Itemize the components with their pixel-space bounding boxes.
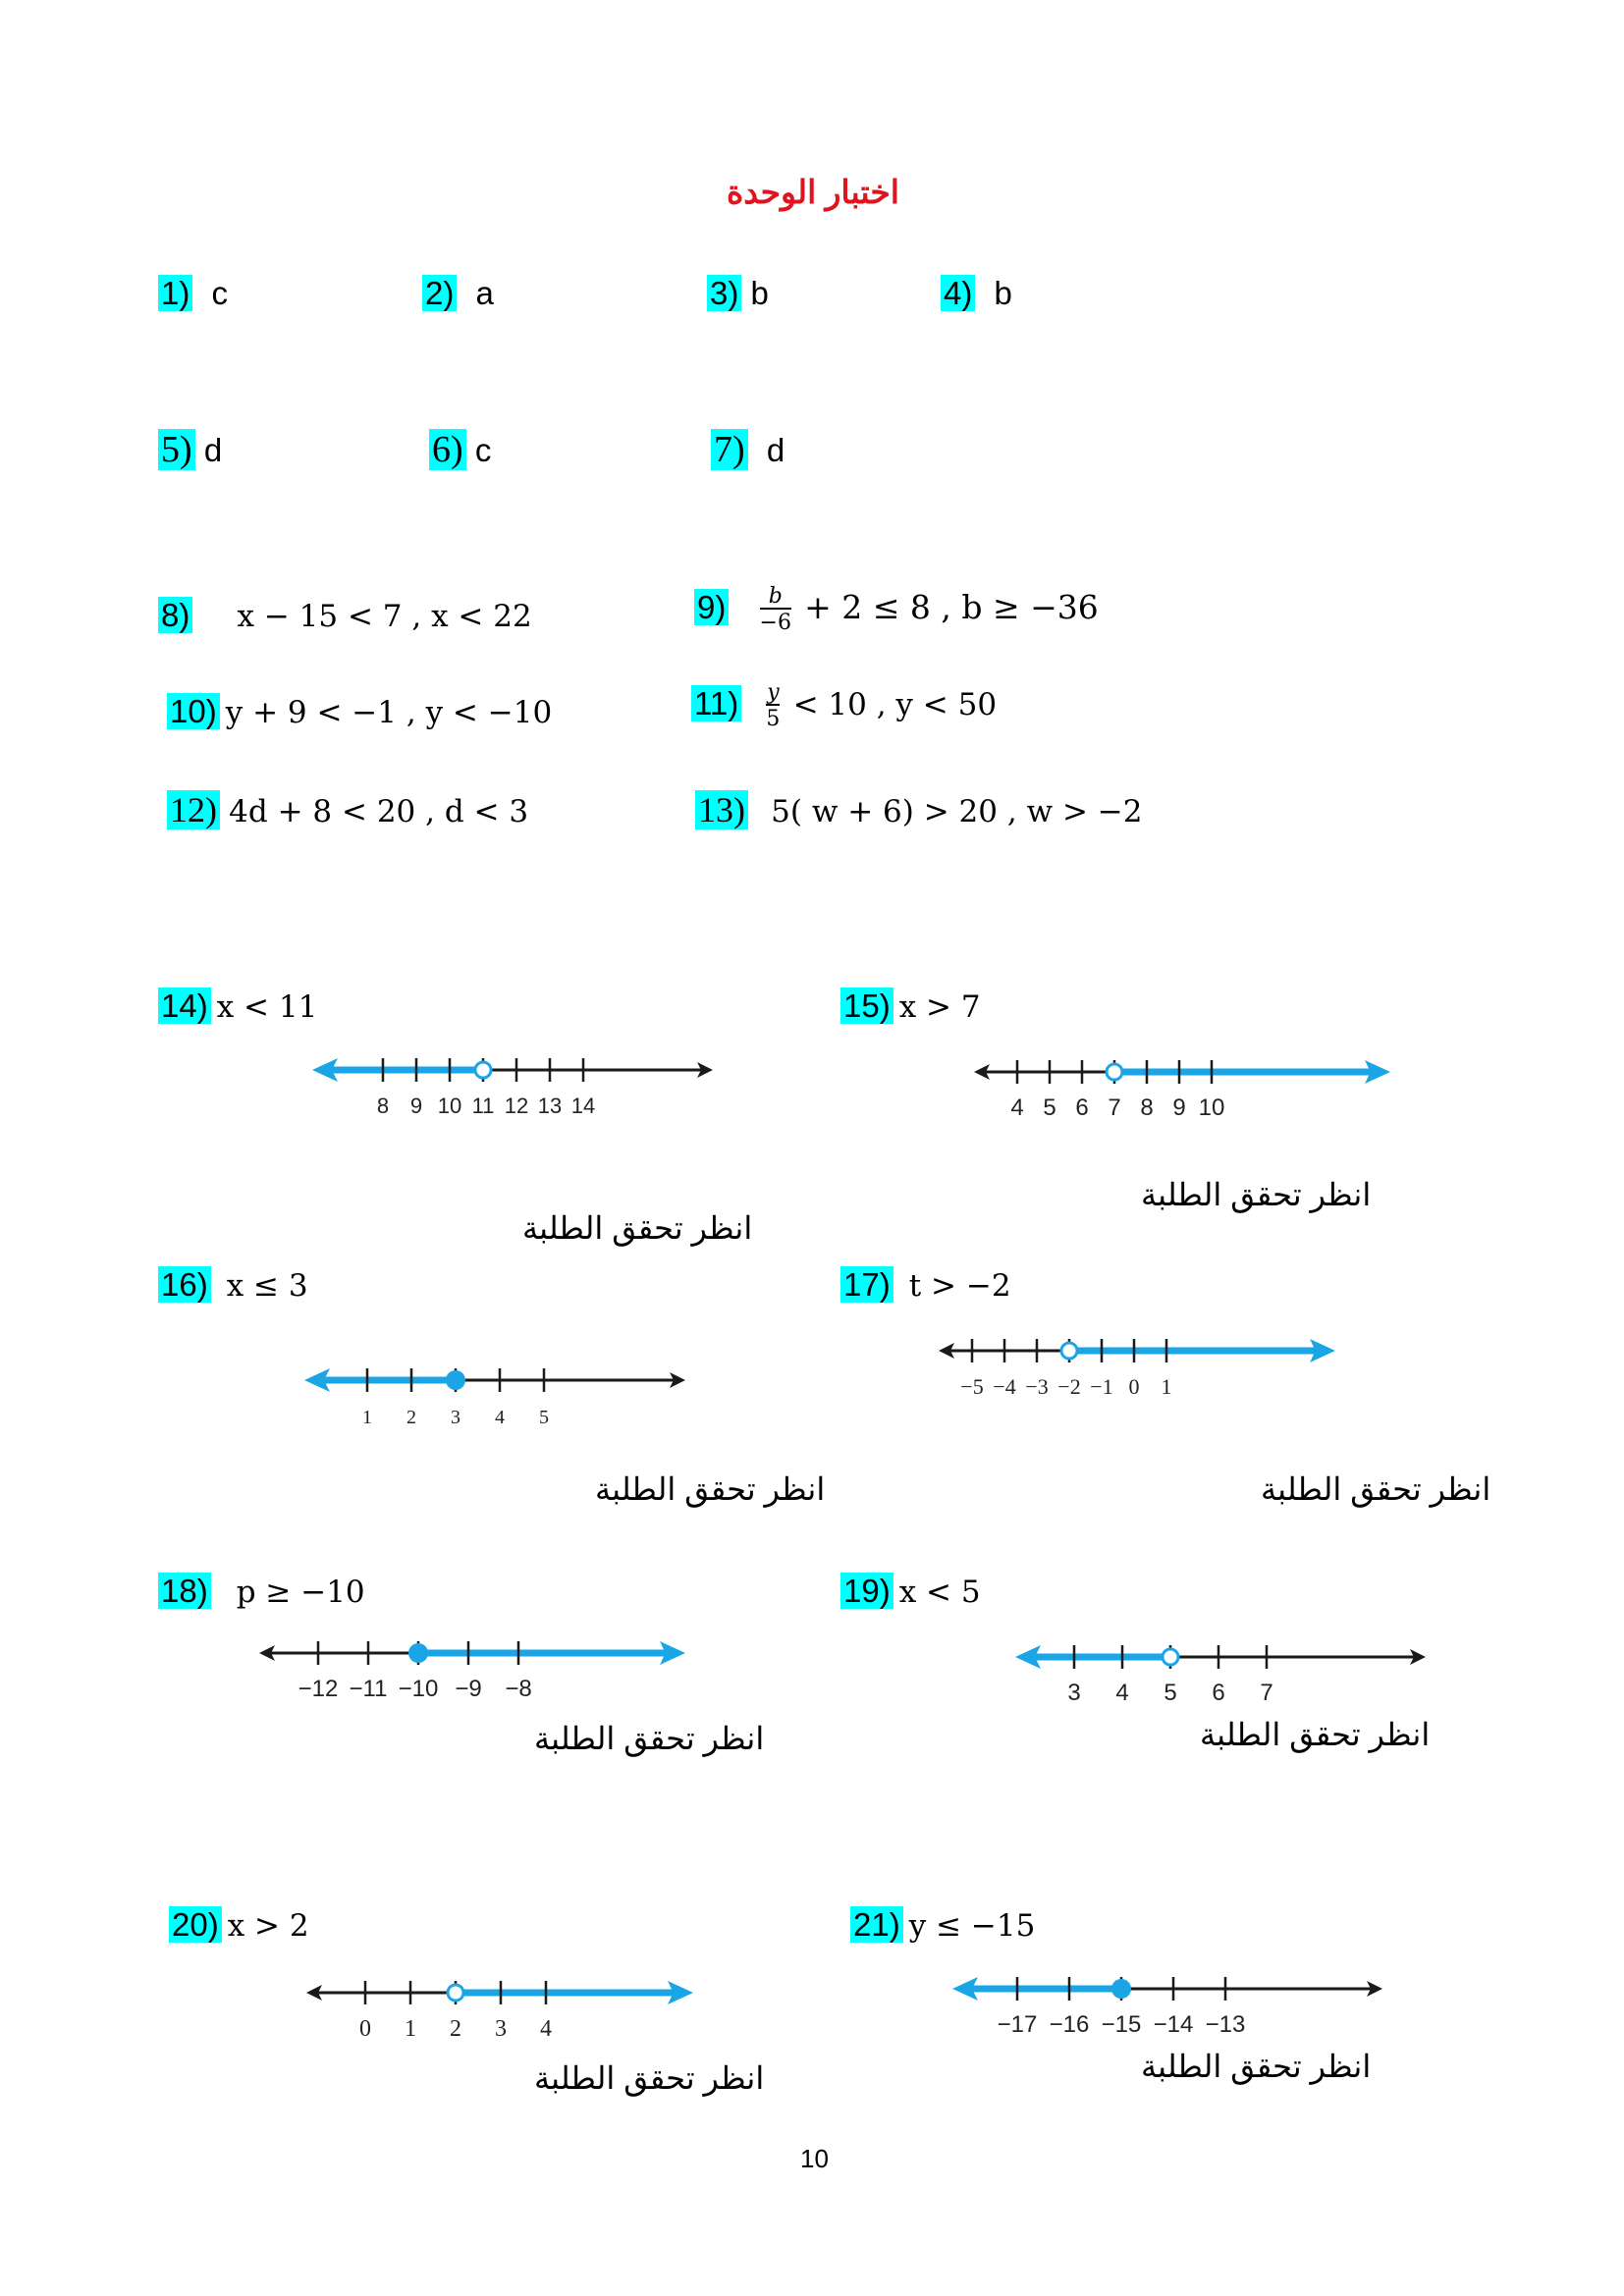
inequality: x − 15 < 7 , x < 22 (237, 599, 532, 634)
question-number: 17) (840, 1266, 893, 1303)
inequality: x > 2 (227, 1908, 309, 1944)
question-number: 5) (158, 429, 195, 470)
answer-14 (158, 988, 317, 1025)
answer-19 (840, 1573, 981, 1610)
question-number: 18) (158, 1573, 211, 1609)
question-number: 14) (158, 988, 211, 1024)
inequality: t > −2 (908, 1268, 1011, 1304)
student-check-note-21: انظر تحقق الطلبة (1141, 2049, 1372, 2084)
question-number: 15) (840, 988, 893, 1024)
question-number: 3) (707, 275, 741, 311)
tick-label: −3 (1025, 1374, 1049, 1399)
student-check-note-19: انظر تحقق الطلبة (1200, 1717, 1431, 1752)
tick-label: 4 (1115, 1680, 1129, 1706)
answer-letter: b (994, 275, 1012, 311)
closed-endpoint (408, 1643, 428, 1663)
tick-label: −1 (1090, 1374, 1113, 1399)
answer-1 (158, 275, 228, 312)
tick-label: 3 (1067, 1680, 1081, 1706)
student-check-note-18: انظر تحقق الطلبة (534, 1721, 765, 1756)
tick-label: 8 (376, 1094, 390, 1118)
tick-label: −2 (1057, 1374, 1081, 1399)
answer-6 (429, 428, 491, 471)
question-number: 7) (711, 429, 748, 470)
inequality: p ≥ −10 (236, 1575, 365, 1610)
tick-label: 7 (1260, 1680, 1273, 1706)
inequality: x ≤ 3 (226, 1268, 308, 1304)
tick-label: 3 (495, 2016, 507, 2042)
tick-label: 12 (504, 1094, 529, 1118)
fraction-numerator: y (767, 680, 780, 705)
tick-label: 2 (406, 1407, 416, 1428)
number-line-15 (974, 1052, 1386, 1131)
number-line-21 (954, 1969, 1396, 2048)
closed-endpoint (446, 1370, 465, 1390)
inequality: + 2 ≤ 8 , b ≥ −36 (804, 587, 1099, 626)
answer-15 (840, 988, 981, 1025)
answer-letter: a (475, 275, 494, 311)
open-endpoint (448, 1985, 463, 2001)
fraction-denominator: −6 (760, 608, 791, 634)
answer-8 (158, 597, 532, 634)
tick-label: 1 (362, 1407, 372, 1428)
tick-label: 6 (1212, 1680, 1225, 1706)
student-check-note-14: انظر تحقق الطلبة (522, 1210, 753, 1246)
page-title: اختبار الوحدة (727, 174, 899, 210)
tick-label: 13 (537, 1094, 563, 1118)
tick-label: 1 (1161, 1374, 1172, 1399)
question-number: 16) (158, 1266, 211, 1303)
answer-18 (158, 1573, 365, 1610)
tick-label: 1 (405, 2016, 416, 2042)
answer-13 (695, 789, 1142, 830)
number-line-17 (939, 1331, 1351, 1410)
answer-16 (158, 1266, 308, 1304)
tick-label: 14 (570, 1094, 596, 1118)
tick-label: 11 (471, 1094, 495, 1118)
answer-2 (422, 275, 494, 312)
closed-endpoint (1111, 1979, 1131, 1999)
answer-20 (169, 1906, 309, 1944)
tick-label: 5 (1164, 1680, 1177, 1706)
tick-label: 5 (1043, 1095, 1056, 1121)
question-number: 20) (169, 1906, 222, 1943)
tick-label: −15 (1101, 2011, 1142, 2038)
answer-5 (158, 428, 222, 471)
tick-label: 0 (1128, 1374, 1140, 1399)
number-line-16 (306, 1361, 699, 1439)
answer-12 (167, 789, 528, 830)
tick-label: 4 (495, 1407, 505, 1428)
tick-label: −16 (1049, 2011, 1090, 2038)
tick-label: −5 (960, 1374, 984, 1399)
fraction-numerator: b (768, 584, 783, 609)
inequality: < 10 , y < 50 (792, 686, 998, 722)
answer-17 (840, 1266, 1011, 1304)
open-endpoint (475, 1062, 491, 1078)
number-line-14 (314, 1050, 727, 1129)
answer-10 (167, 693, 552, 730)
number-line-19 (1017, 1637, 1439, 1716)
answer-letter: c (211, 275, 229, 311)
answer-3 (707, 275, 769, 312)
inequality: 5( w + 6) > 20 , w > −2 (771, 794, 1143, 829)
tick-label: −14 (1153, 2011, 1194, 2038)
open-endpoint (1107, 1064, 1122, 1080)
question-number: 8) (158, 597, 192, 633)
answer-letter: d (203, 432, 223, 468)
tick-label: 10 (1198, 1095, 1225, 1121)
page-number: 10 (800, 2144, 829, 2173)
tick-label: 8 (1140, 1095, 1154, 1121)
inequality: x > 7 (898, 989, 981, 1025)
number-line-18 (259, 1633, 691, 1712)
answer-11 (691, 681, 997, 730)
answer-9 (694, 585, 1099, 634)
tick-label: −17 (997, 2011, 1038, 2038)
tick-label: 7 (1108, 1095, 1121, 1121)
tick-label: 3 (451, 1407, 460, 1428)
question-number: 12) (167, 790, 220, 829)
tick-label: 9 (409, 1094, 423, 1118)
question-number: 13) (695, 790, 748, 829)
question-number: 6) (429, 429, 466, 470)
answer-letter: d (766, 432, 785, 468)
question-number: 11) (691, 685, 741, 721)
answer-4 (941, 275, 1012, 312)
inequality: y ≤ −15 (908, 1908, 1036, 1944)
tick-label: 4 (1010, 1095, 1024, 1121)
fraction-denominator: 5 (766, 704, 780, 730)
tick-label: −9 (455, 1676, 482, 1702)
student-check-note-15: انظر تحقق الطلبة (1141, 1177, 1372, 1212)
tick-label: −8 (505, 1676, 532, 1702)
tick-label: 0 (359, 2016, 371, 2042)
question-number: 2) (422, 275, 457, 311)
question-number: 1) (158, 275, 192, 311)
tick-label: −4 (993, 1374, 1016, 1399)
answer-letter: b (750, 275, 769, 311)
inequality: x < 11 (216, 989, 318, 1025)
fraction (760, 585, 791, 634)
answer-letter: c (474, 432, 492, 468)
tick-label: −11 (349, 1676, 388, 1702)
question-number: 10) (167, 693, 220, 729)
question-number: 19) (840, 1573, 893, 1609)
tick-label: 10 (437, 1094, 462, 1118)
tick-label: 5 (539, 1407, 549, 1428)
open-endpoint (1163, 1649, 1178, 1665)
question-number: 21) (850, 1906, 903, 1943)
student-check-note-17: انظر تحقق الطلبة (1261, 1471, 1491, 1507)
tick-label: −10 (398, 1676, 439, 1702)
answer-21 (850, 1906, 1035, 1944)
tick-label: 9 (1172, 1095, 1186, 1121)
answer-7 (711, 428, 785, 471)
tick-label: −13 (1205, 2011, 1246, 2038)
inequality: y + 9 < −1 , y < −10 (225, 695, 553, 730)
fraction (766, 681, 780, 730)
number-line-20 (306, 1973, 699, 2052)
student-check-note-16: انظر تحقق الطلبة (595, 1471, 826, 1507)
tick-label: 6 (1075, 1095, 1089, 1121)
student-check-note-20: انظر تحقق الطلبة (534, 2060, 765, 2096)
open-endpoint (1061, 1343, 1077, 1359)
tick-label: −12 (298, 1676, 339, 1702)
tick-label: 2 (450, 2016, 461, 2042)
tick-label: 4 (540, 2016, 552, 2042)
inequality: 4d + 8 < 20 , d < 3 (229, 794, 529, 829)
inequality: x < 5 (898, 1575, 981, 1610)
question-number: 4) (941, 275, 975, 311)
question-number: 9) (694, 589, 729, 625)
